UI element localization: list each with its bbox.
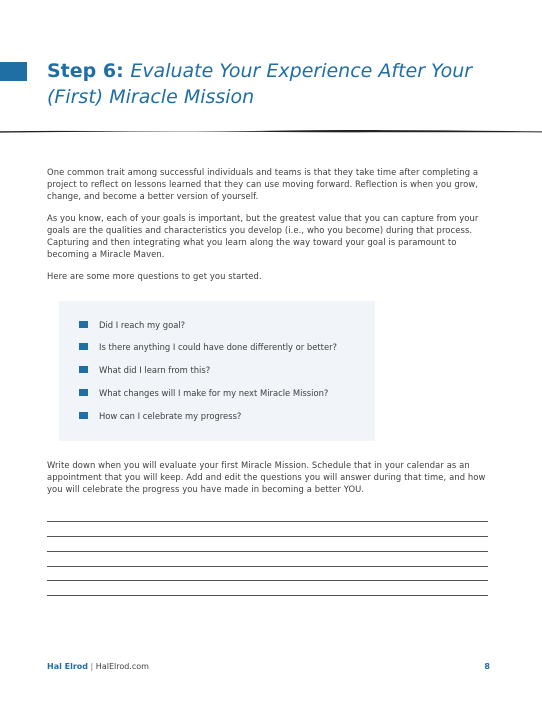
square-bullet-icon bbox=[79, 321, 88, 328]
writing-line[interactable] bbox=[47, 521, 488, 522]
step-label: Step 6: bbox=[47, 60, 124, 82]
square-bullet-icon bbox=[79, 389, 88, 396]
paragraph-2: As you know, each of your goals is important, but the greatest value that you can capture from your goals are the qualities and characteristics you develop (i.e., who you become) during that process. Capturing and then integrating what you learn along the way toward your goal is paramount to becoming a Miracle Maven. bbox=[47, 213, 479, 259]
paragraph-1: One common trait among successful individuals and teams is that they take time after completing a project to reflect on lessons learned that they can use moving forward. Reflection is when you grow, change, and become a better version of yourself. bbox=[47, 167, 479, 201]
page-number: 8 bbox=[484, 662, 490, 671]
writing-line[interactable] bbox=[47, 536, 488, 537]
footer-credit bbox=[47, 661, 149, 673]
footer-author: Hal Elrod bbox=[47, 662, 88, 671]
square-bullet-icon bbox=[79, 343, 88, 350]
question-text: Did I reach my goal? bbox=[99, 320, 186, 330]
step-title: Evaluate Your Experience After Your (First) Miracle Mission bbox=[47, 60, 473, 108]
question-text: Is there anything I could have done differently or better? bbox=[99, 342, 337, 352]
footer-site: HalElrod.com bbox=[95, 662, 149, 671]
writing-line[interactable] bbox=[47, 580, 488, 581]
writing-line[interactable] bbox=[47, 566, 488, 567]
square-bullet-icon bbox=[79, 412, 88, 419]
instruction-paragraph: Write down when you will evaluate your first Miracle Mission. Schedule that in your calendar as an appointment that you will keep. Add and edit the questions you will answer during that time, and how you will celebrate the progress you have made in becoming a better YOU. bbox=[47, 460, 486, 494]
page-title bbox=[47, 58, 517, 110]
paragraph-3: Here are some more questions to get you started. bbox=[47, 271, 262, 281]
brush-divider bbox=[0, 128, 542, 134]
question-text: How can I celebrate my progress? bbox=[99, 411, 242, 421]
question-text: What changes will I make for my next Miracle Mission? bbox=[99, 388, 329, 398]
footer-separator: | bbox=[90, 662, 94, 671]
question-text: What did I learn from this? bbox=[99, 365, 211, 375]
accent-block bbox=[0, 62, 27, 81]
questions-box bbox=[59, 301, 375, 441]
writing-line[interactable] bbox=[47, 595, 488, 596]
square-bullet-icon bbox=[79, 366, 88, 373]
writing-line[interactable] bbox=[47, 551, 488, 552]
